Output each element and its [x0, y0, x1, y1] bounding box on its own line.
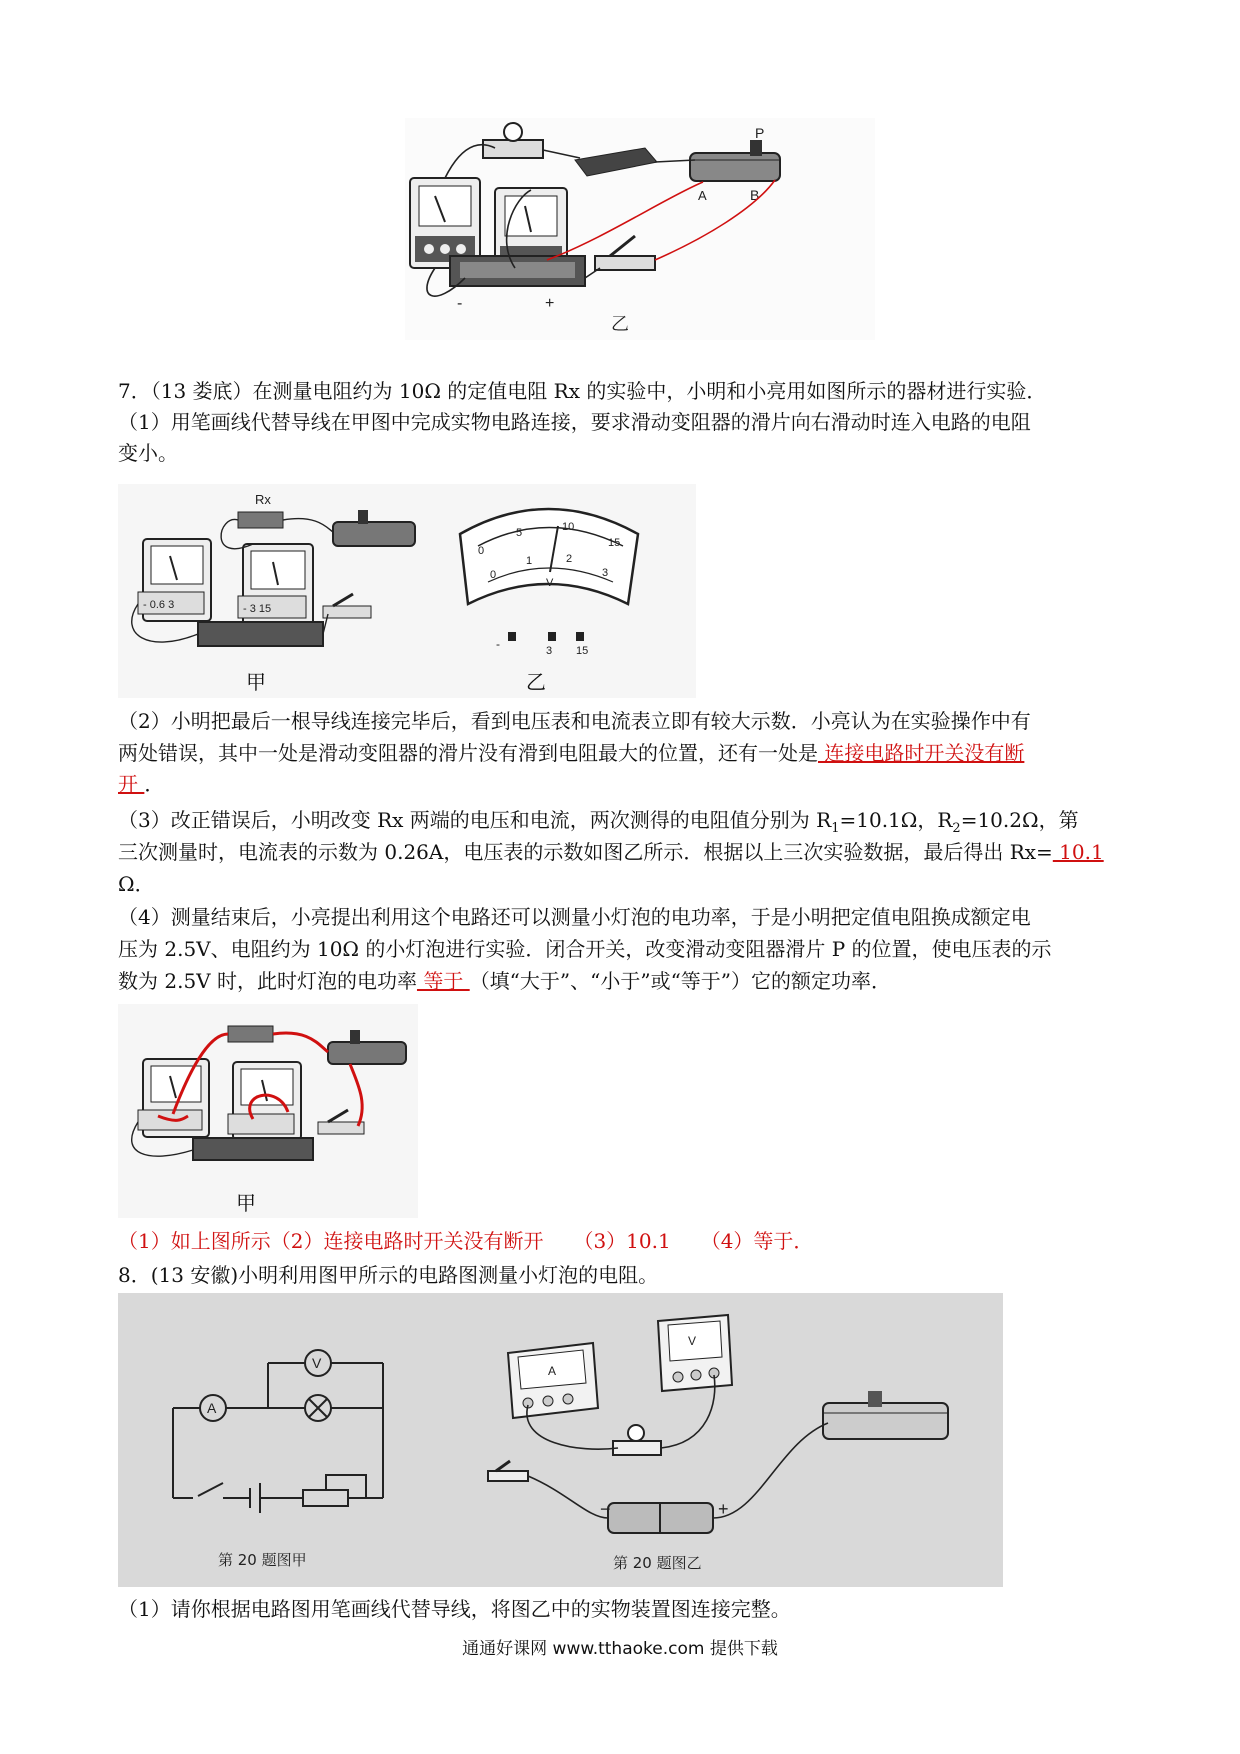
ammeter: [410, 178, 480, 268]
scale-top-15: 15: [608, 537, 621, 549]
q7-part4-line2: 压为 2.5V、电阻约为 10Ω 的小灯泡进行实验．闭合开关，改变滑动变阻器滑片 P 的位置，使电压表的示: [118, 937, 1052, 961]
scale-bottom-2: 2: [566, 553, 573, 565]
q8-part1: （1）请你根据电路图用笔画线代替导线，将图乙中的实物装置图连接完整。: [118, 1597, 791, 1621]
dial-terminal-post: [508, 632, 516, 641]
q7-part3-text-a: （3）改正错误后，小明改变 Rx 两端的电压和电流，两次测得的电阻值分别为 R: [118, 808, 832, 832]
page-footer: 通通好课网 www.tthaoke.com 提供下载: [462, 1639, 778, 1659]
scale-bottom-3: 3: [602, 567, 609, 579]
q7-part2-line1: （2）小明把最后一根导线连接完毕后，看到电压表和电流表立即有较大示数．小亮认为在实验操作中有: [118, 709, 1031, 733]
battery-minus-label: −: [600, 1499, 611, 1519]
battery: [198, 622, 323, 646]
q7-figures: [118, 484, 696, 698]
circuit-diagram: [173, 1350, 383, 1513]
rx-label: Rx: [255, 492, 271, 507]
bulb: [613, 1425, 661, 1455]
q7-part2-answer-a: 连接电路时开关没有断: [818, 741, 1025, 765]
q7-part2-text: 两处错误，其中一处是滑动变阻器的滑片没有滑到电阻最大的位置，还有一处是: [118, 741, 818, 765]
scale-bottom-0: 0: [490, 569, 497, 581]
switch: [595, 236, 655, 270]
switch: [488, 1461, 528, 1481]
dial-terminal-post: [576, 632, 584, 641]
q8-figures: [118, 1293, 1003, 1587]
switch: [323, 594, 371, 618]
q7-part2-line2: [118, 738, 1024, 768]
figure-20-yi-caption: 第 20 题图乙: [613, 1554, 702, 1572]
r1-subscript: 1: [831, 821, 840, 836]
q7-part2-line3: [118, 769, 164, 799]
ammeter-face-label: A: [548, 1364, 557, 1378]
point-p-label: P: [755, 125, 765, 141]
scale-unit: V: [546, 577, 554, 589]
battery-plus-label: +: [545, 295, 555, 312]
rheostat: [333, 510, 415, 546]
rheostat: [823, 1391, 948, 1439]
q7-part4-text-a: 数为 2.5V 时，此时灯泡的电功率: [118, 969, 417, 993]
q7-part2-answer-b: 开: [118, 772, 145, 796]
voltmeter-dial: [460, 509, 638, 604]
q7-part3-text-b: =10.1Ω，R: [839, 808, 953, 832]
voltmeter: [228, 1062, 301, 1140]
rheostat: [328, 1030, 406, 1064]
q7-part2-end: ．: [144, 772, 165, 796]
dial-terminal-15: 15: [576, 645, 589, 657]
q7-part4-line3: [118, 966, 891, 996]
rx-resistor: [228, 1026, 273, 1042]
q7-part3-answer: 10.1: [1052, 840, 1104, 864]
q7-part4-answer: 等于: [416, 969, 470, 993]
voltmeter-symbol-label: V: [312, 1355, 322, 1371]
voltmeter-face-label: V: [688, 1334, 697, 1348]
bulb: [483, 123, 543, 158]
r2-subscript: 2: [952, 821, 961, 836]
rheostat: [690, 140, 780, 181]
top-circuit-figure: [405, 118, 875, 340]
battery-plus-label: +: [718, 1499, 729, 1519]
voltmeter-terminals: - 3 15: [243, 603, 272, 615]
q7-part3-line2: [118, 837, 1104, 867]
figure-yi-label: 乙: [526, 670, 546, 694]
q7-part1-line1: （1）用笔画线代替导线在甲图中完成实物电路连接，要求滑动变阻器的滑片向右滑动时连入电路的电阻: [118, 410, 1031, 434]
ammeter: [508, 1343, 598, 1418]
switch: [318, 1110, 364, 1134]
q7-part4-text-b: （填“大于”、“小于”或“等于”）它的额定功率．: [469, 969, 892, 993]
q7-part3-text-d: 三次测量时，电流表的示数为 0.26A，电压表的示数如图乙所示．根据以上三次实验数据，最后得出 Rx=: [118, 840, 1053, 864]
dial-terminal-3: 3: [546, 645, 553, 657]
q7-part1-line2: 变小。: [118, 441, 178, 465]
battery-minus-label: -: [457, 295, 463, 312]
figure-jia-label: 甲: [246, 670, 266, 694]
scale-bottom-1: 1: [526, 555, 533, 567]
q7-part3-line3: Ω．: [118, 872, 155, 896]
q7-part3-text-c: =10.2Ω，第: [960, 808, 1079, 832]
ammeter-symbol-label: A: [207, 1400, 217, 1416]
answer-figure-jia-label: 甲: [236, 1191, 256, 1215]
figure-20-jia-caption: 第 20 题图甲: [218, 1551, 307, 1569]
scale-top-5: 5: [516, 527, 523, 539]
q7-part4-line1: （4）测量结束后，小亮提出利用这个电路还可以测量小灯泡的电功率，于是小明把定值电阻换成额定电: [118, 905, 1031, 929]
dial-terminal-post: [548, 632, 556, 641]
battery: [450, 256, 585, 286]
scale-top-10: 10: [562, 521, 575, 533]
dial-terminal-minus: -: [496, 637, 500, 651]
voltmeter: [658, 1315, 732, 1391]
q8-title: 8．(13 安徽)小明利用图甲所示的电路图测量小灯泡的电阻。: [118, 1263, 659, 1287]
rx-resistor: [238, 512, 283, 528]
ammeter-terminals: - 0.6 3: [143, 599, 175, 611]
scale-top-0: 0: [478, 545, 485, 557]
ammeter: [138, 1059, 209, 1137]
top-figure-label: 乙: [611, 314, 629, 335]
q7-answer: （1）如上图所示（2）连接电路时开关没有断开 （3）10.1 （4）等于．: [118, 1229, 814, 1253]
resistor: [575, 148, 657, 176]
battery: [608, 1503, 713, 1533]
q7-answer-figure: [118, 1004, 418, 1218]
battery: [193, 1138, 313, 1160]
point-a-label: A: [698, 188, 707, 203]
q7-title: 7．（13 娄底）在测量电阻约为 10Ω 的定值电阻 Rx 的实验中，小明和小亮用如图所示的器材进行实验．: [118, 379, 1047, 403]
point-b-label: B: [750, 187, 760, 203]
